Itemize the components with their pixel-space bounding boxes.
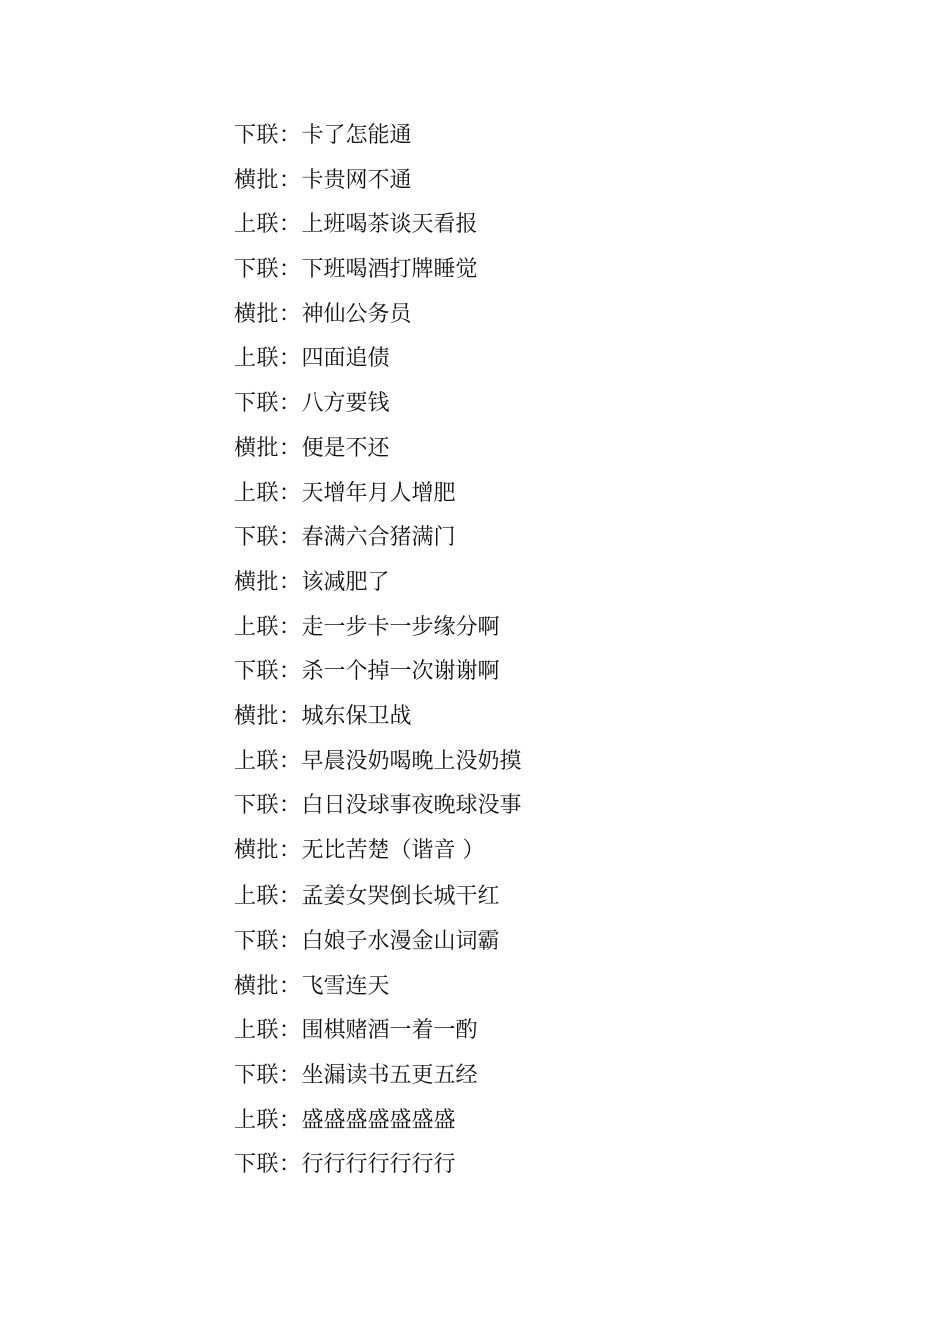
couplet-label: 下联： xyxy=(234,1062,302,1088)
couplet-text: 八方要钱 xyxy=(301,391,390,417)
couplet-text: 下班喝酒打牌睡觉 xyxy=(301,257,478,283)
couplet-line xyxy=(234,829,834,874)
couplet-label: 横批： xyxy=(234,569,302,595)
couplet-text: 无比苦楚（谐音 ） xyxy=(301,838,485,863)
couplet-text: 走一步卡一步缘分啊 xyxy=(301,614,500,640)
couplet-text: 春满六合猪满门 xyxy=(301,525,456,551)
couplet-text: 神仙公务员 xyxy=(301,301,412,327)
couplet-line xyxy=(234,159,834,204)
couplet-line xyxy=(234,293,834,338)
couplet-line xyxy=(234,965,834,1010)
couplet-label: 上联： xyxy=(234,212,302,238)
couplet-line xyxy=(234,1099,834,1144)
couplet-label: 上联： xyxy=(234,884,302,910)
couplet-line xyxy=(234,740,834,785)
couplet-label: 上联： xyxy=(234,480,302,506)
couplet-line xyxy=(234,650,834,695)
couplet-label: 下联： xyxy=(234,793,302,819)
couplet-label: 横批： xyxy=(234,973,302,999)
couplet-label: 横批： xyxy=(234,703,302,729)
couplet-text: 便是不还 xyxy=(301,435,390,461)
couplet-text: 该减肥了 xyxy=(301,569,390,595)
couplet-line xyxy=(234,1009,834,1054)
couplet-line xyxy=(234,203,834,248)
couplet-line xyxy=(234,248,834,293)
couplet-text: 上班喝茶谈天看报 xyxy=(301,212,478,238)
couplet-label: 上联： xyxy=(234,748,302,774)
couplet-text: 盛盛盛盛盛盛盛 xyxy=(301,1107,456,1133)
couplet-text: 飞雪连天 xyxy=(301,973,390,999)
couplet-label: 上联： xyxy=(234,346,302,372)
couplet-line xyxy=(234,516,834,561)
couplet-line xyxy=(234,875,834,920)
couplet-label: 横批： xyxy=(234,838,302,863)
couplet-list xyxy=(234,114,834,1188)
couplet-label: 上联： xyxy=(234,1018,302,1044)
couplet-text: 城东保卫战 xyxy=(301,703,412,729)
couplet-text: 早晨没奶喝晚上没奶摸 xyxy=(301,748,522,774)
couplet-text: 围棋赌酒一着一酌 xyxy=(301,1018,478,1044)
couplet-text: 行行行行行行行 xyxy=(301,1152,456,1178)
couplet-text: 天增年月人增肥 xyxy=(301,480,456,506)
couplet-line xyxy=(234,382,834,427)
couplet-label: 下联： xyxy=(234,928,302,954)
couplet-text: 白日没球事夜晚球没事 xyxy=(301,793,522,819)
couplet-label: 下联： xyxy=(234,123,302,148)
couplet-line xyxy=(234,337,834,382)
couplet-line xyxy=(234,606,834,651)
couplet-text: 杀一个掉一次谢谢啊 xyxy=(301,659,500,685)
couplet-line xyxy=(234,1143,834,1188)
couplet-text: 卡贵网不通 xyxy=(301,167,412,193)
couplet-line xyxy=(234,427,834,472)
couplet-text: 白娘子水漫金山词霸 xyxy=(301,928,500,954)
couplet-text: 坐漏读书五更五经 xyxy=(301,1062,478,1088)
couplet-label: 横批： xyxy=(234,301,302,327)
couplet-line xyxy=(234,784,834,829)
couplet-label: 下联： xyxy=(234,659,302,685)
couplet-label: 横批： xyxy=(234,167,302,193)
couplet-label: 下联： xyxy=(234,257,302,283)
couplet-label: 上联： xyxy=(234,1107,302,1133)
couplet-text: 四面追债 xyxy=(301,346,390,372)
couplet-text: 卡了怎能通 xyxy=(301,123,412,148)
couplet-line xyxy=(234,1054,834,1099)
couplet-label: 下联： xyxy=(234,525,302,551)
couplet-text: 孟姜女哭倒长城干红 xyxy=(301,884,500,910)
couplet-line xyxy=(234,561,834,606)
couplet-line xyxy=(234,472,834,517)
couplet-line xyxy=(234,920,834,965)
couplet-line xyxy=(234,114,834,159)
couplet-line xyxy=(234,695,834,740)
couplet-label: 横批： xyxy=(234,435,302,461)
couplet-label: 上联： xyxy=(234,614,302,640)
couplet-label: 下联： xyxy=(234,391,302,417)
couplet-label: 下联： xyxy=(234,1152,302,1178)
